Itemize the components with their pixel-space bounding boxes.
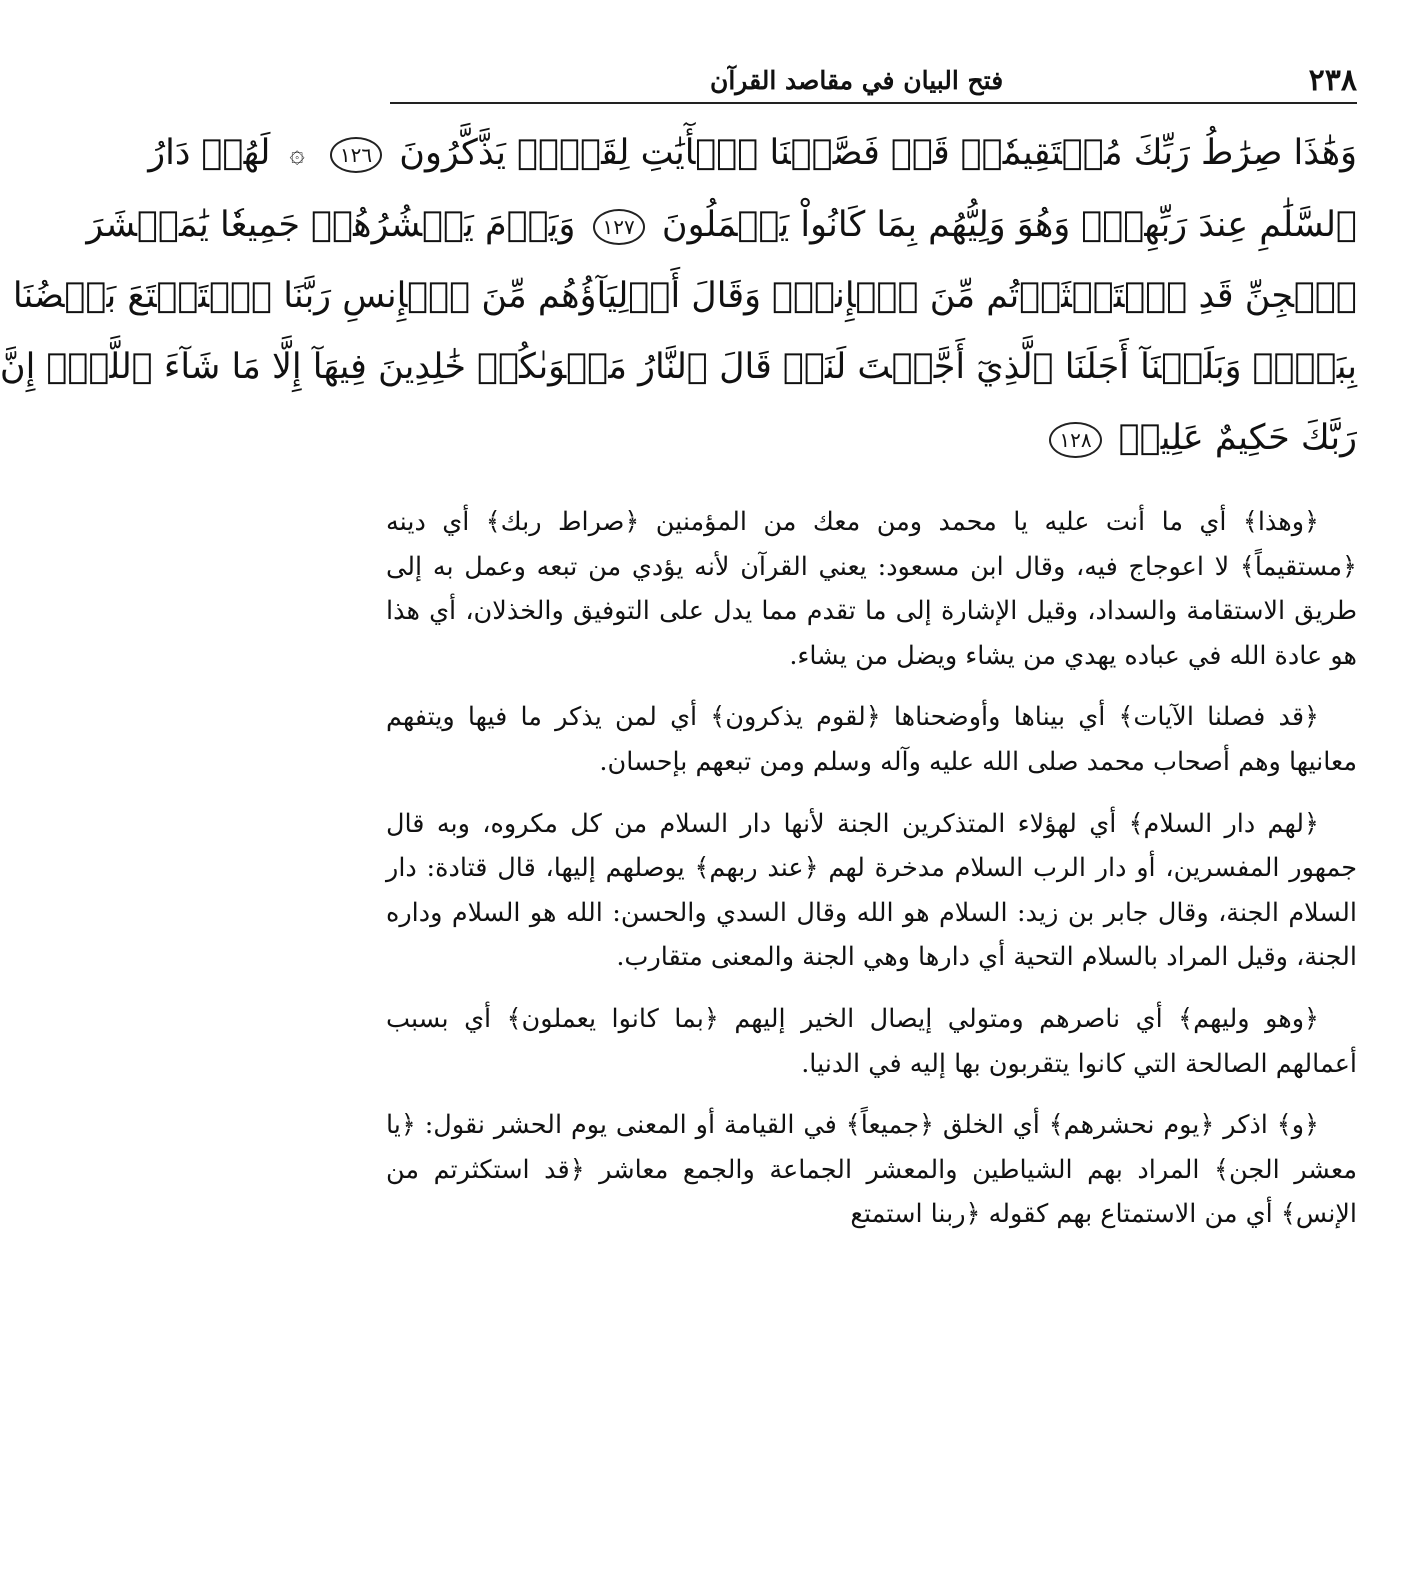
verse-line [0, 332, 1357, 403]
verse-text: ٱلسَّلَٰمِ عِندَ رَبِّهِمۡۖ وَهُوَ وَلِيُّهُم بِمَا كَانُواْ يَعۡمَلُونَ [661, 205, 1357, 245]
verse-text: وَهَٰذَا صِرَٰطُ رَبِّكَ مُسۡتَقِيمٗاۗ قَدۡ فَصَّلۡنَا ٱلۡأٓيَٰتِ لِقَوۡمٖ يَذَّكَّرُونَ [399, 133, 1357, 173]
verse-line [86, 190, 1357, 261]
commentary-paragraph: ﴿و﴾ اذكر ﴿يوم نحشرهم﴾ أي الخلق ﴿جميعاً﴾ في القيامة أو المعنى يوم الحشر نقول: ﴿يا معشر الجن﴾ المراد بهم الشياطين والمعشر الجماعة والجمع معاشر ﴿قد استكثرتم من الإنس﴾ أي من الاستمتاع بهم كقوله ﴿ربنا استمتع [386, 1110, 1357, 1230]
ayah-number-marker: ١٢٧ [593, 209, 645, 245]
page-header [390, 58, 1357, 104]
quran-verses [0, 118, 1357, 474]
verse-text: ٱلۡجِنِّ قَدِ ٱسۡتَكۡثَرۡتُم مِّنَ ٱلۡإِنسِۖ وَقَالَ أَوۡلِيَآؤُهُم مِّنَ ٱلۡإِنسِ رَبَّنَا ٱسۡتَمۡتَعَ بَعۡضُنَا [12, 276, 1357, 316]
verse-line [148, 118, 1357, 190]
ayah-number-marker: ١٢٦ [330, 137, 382, 173]
commentary-paragraph: ﴿وهذا﴾ أي ما أنت عليه يا محمد ومن معك من المؤمنين ﴿صراط ربك﴾ أي دينه ﴿مستقيماً﴾ لا اعوجاج فيه، وقال ابن مسعود: يعني القرآن لأنه يؤدي من تبعه وعمل به إلى طريق الاستقامة والسداد، وقيل الإشارة إلى ما تقدم مما يدل على التوفيق والخذلان، أي هذا هو عادة الله في عباده يهدي من يشاء ويضل من يشاء. [386, 507, 1357, 671]
ayah-number-marker: ١٢٨ [1049, 422, 1101, 458]
commentary-paragraph: ﴿قد فصلنا الآيات﴾ أي بيناها وأوضحناها ﴿لقوم يذكرون﴾ أي لمن يذكر ما فيها ويتفهم معانيها وهم أصحاب محمد صلى الله عليه وآله وسلم ومن تبعهم بإحسان. [386, 702, 1357, 777]
commentary-paragraph: ﴿وهو وليهم﴾ أي ناصرهم ومتولي إيصال الخير إليهم ﴿بما كانوا يعملون﴾ أي بسبب أعمالهم الصالحة التي كانوا يتقربون بها إليه في الدنيا. [386, 1003, 1357, 1079]
commentary-paragraph: ﴿لهم دار السلام﴾ أي لهؤلاء المتذكرين الجنة لأنها دار السلام من كل مكروه، وبه قال جمهور المفسرين، أو دار الرب السلام مدخرة لهم ﴿عند ربهم﴾ يوصلهم إليها، قال قتادة: دار السلام الجنة، وقال جابر بن زيد: السلام هو الله وقال السدي والحسن: الله هو السلام وداره الجنة، وقيل المراد بالسلام التحية أي دارها وهي الجنة والمعنى متقارب. [386, 808, 1357, 973]
verse-text: وَيَوۡمَ يَحۡشُرُهُمۡ جَمِيعٗا يَٰمَعۡشَرَ [86, 205, 576, 245]
verse-line [383, 403, 1357, 474]
page-number: ٢٣٨ [1308, 62, 1357, 98]
verse-line [12, 261, 1357, 332]
verse-text: رَبَّكَ حَكِيمٌ عَلِيمٞ [1118, 418, 1357, 458]
tafsir-commentary [386, 500, 1357, 1254]
verse-text: بِبَعۡضٖ وَبَلَغۡنَآ أَجَلَنَا ٱلَّذِيٓ أَجَّلۡتَ لَنَاۚ قَالَ ٱلنَّارُ مَثۡوَىٰكُمۡ خَٰلِدِينَ فِيهَآ إِلَّا مَا شَآءَ ٱللَّهُۗ إِنَّ [0, 347, 1357, 387]
book-title: فتح البيان في مقاصد القرآن [710, 65, 1004, 95]
hizb-ornament-icon: ۞ [289, 139, 305, 169]
verse-text: لَهُمۡ دَارُ [148, 133, 271, 173]
